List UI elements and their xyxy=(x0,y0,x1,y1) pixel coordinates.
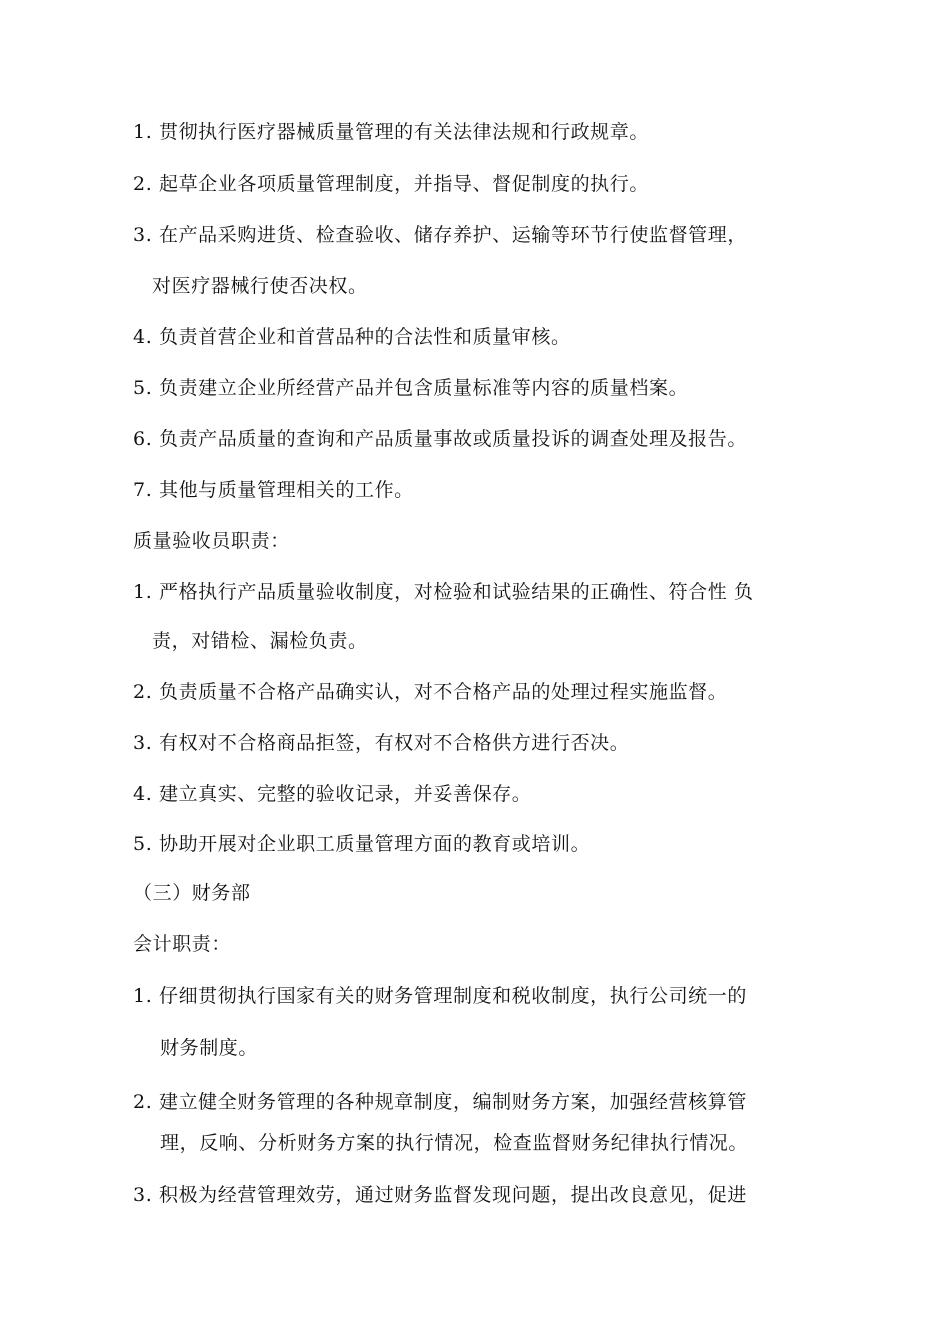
accountant-duty-1-continued: 财务制度。 xyxy=(160,1037,259,1059)
quality-manager-duty-7: 7. 其他与质量管理相关的工作。 xyxy=(133,479,414,501)
quality-manager-duty-4: 4. 负责首营企业和首营品种的合法性和质量审核。 xyxy=(133,326,571,348)
quality-manager-duty-1: 1. 贯彻执行医疗器械质量管理的有关法律法规和行政规章。 xyxy=(133,121,649,143)
inspector-duty-5: 5. 协助开展对企业职工质量管理方面的教育或培训。 xyxy=(133,833,591,855)
section-heading-finance: （三）财务部 xyxy=(133,882,251,904)
accountant-duty-1: 1. 仔细贯彻执行国家有关的财务管理制度和税收制度，执行公司统一的 xyxy=(133,985,747,1007)
quality-manager-duty-3: 3. 在产品采购进货、检查验收、储存养护、运输等环节行使监督管理， xyxy=(133,224,747,246)
section-heading-inspector: 质量验收员职责： xyxy=(133,530,290,552)
inspector-duty-1-continued: 责，对错检、漏检负责。 xyxy=(152,630,368,652)
quality-manager-duty-3-continued: 对医疗器械行使否决权。 xyxy=(152,275,368,297)
section-heading-accountant: 会计职责： xyxy=(133,933,232,955)
accountant-duty-3: 3. 积极为经营管理效劳，通过财务监督发现问题，提出改良意见，促进 xyxy=(133,1184,747,1206)
quality-manager-duty-6: 6. 负责产品质量的查询和产品质量事故或质量投诉的调查处理及报告。 xyxy=(133,428,747,450)
quality-manager-duty-5: 5. 负责建立企业所经营产品并包含质量标准等内容的质量档案。 xyxy=(133,377,689,399)
inspector-duty-4: 4. 建立真实、完整的验收记录，并妥善保存。 xyxy=(133,783,532,805)
quality-manager-duty-2: 2. 起草企业各项质量管理制度，并指导、督促制度的执行。 xyxy=(133,173,649,195)
accountant-duty-2-continued: 理，反响、分析财务方案的执行情况，检查监督财务纪律执行情况。 xyxy=(160,1132,749,1154)
inspector-duty-3: 3. 有权对不合格商品拒签，有权对不合格供方进行否决。 xyxy=(133,732,630,754)
accountant-duty-2: 2. 建立健全财务管理的各种规章制度，编制财务方案，加强经营核算管 xyxy=(133,1091,747,1113)
inspector-duty-2: 2. 负责质量不合格产品确实认，对不合格产品的处理过程实施监督。 xyxy=(133,681,728,703)
inspector-duty-1: 1. 严格执行产品质量验收制度，对检验和试验结果的正确性、符合性 负 xyxy=(133,581,754,603)
